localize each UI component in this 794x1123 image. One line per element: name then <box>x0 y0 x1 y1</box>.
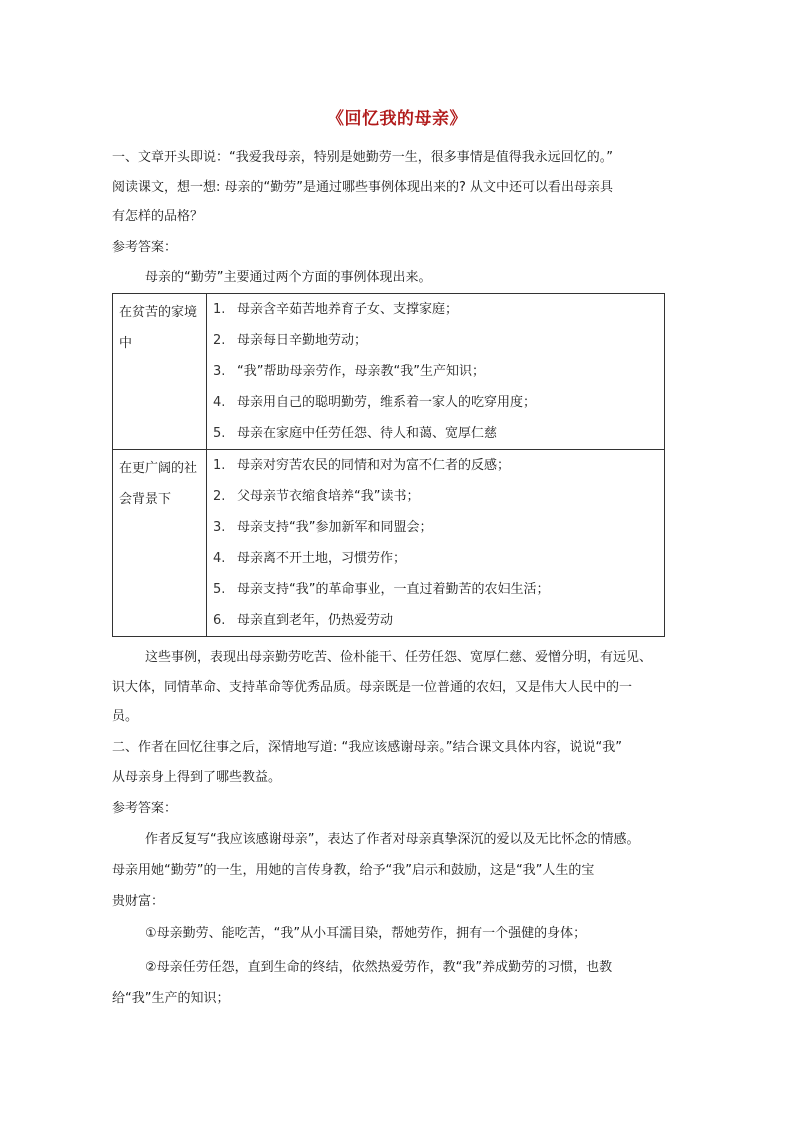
answer-label-1: 参考答案： <box>112 240 178 255</box>
question-2-line-2: 从母亲身上得到了哪些教益。 <box>112 770 282 785</box>
item-number: 4. <box>213 395 226 410</box>
item-number: 1. <box>213 302 226 317</box>
item-number: 4. <box>213 551 226 566</box>
question-1-line-1: 一、文章开头即说：“我爱我母亲，特别是她勤劳一生，很多事情是值得我永远回忆的。” <box>112 150 613 165</box>
item-text: 母亲离不开土地，习惯劳作； <box>237 551 407 566</box>
answer-2-line-1: 作者反复写“我应该感谢母亲”，表达了作者对母亲真挚深沉的爱以及无比怀念的情感。 <box>145 832 640 847</box>
item-text: 父母亲节衣缩食培养“我”读书； <box>237 489 420 504</box>
answer-2-line-3: 贵财富： <box>112 894 165 909</box>
list-item <box>207 418 664 449</box>
point-2-line-2: 给“我”生产的知识； <box>112 991 230 1006</box>
item-number: 5. <box>213 582 226 597</box>
answer-2-line-2: 母亲用她“勤劳”的一生，用她的言传身教，给予“我”启示和鼓励，这是“我”人生的宝 <box>112 863 595 878</box>
answer-label-2: 参考答案： <box>112 801 178 816</box>
item-number: 2. <box>213 489 226 504</box>
item-number: 3. <box>213 364 226 379</box>
row-category: 在更广阔的社会背景下 <box>113 450 207 637</box>
item-text: 母亲每日辛勤地劳动； <box>237 333 368 348</box>
diligence-examples-table <box>112 293 665 637</box>
item-number: 3. <box>213 520 226 535</box>
list-item <box>207 356 664 387</box>
item-text: 母亲直到老年，仍热爱劳动 <box>237 613 394 628</box>
item-number: 5. <box>213 426 226 441</box>
list-item <box>207 325 664 356</box>
question-1-line-3: 有怎样的品格？ <box>112 209 204 224</box>
question-1-line-2: 阅读课文，想一想: 母亲的“勤劳”是通过哪些事例体现出来的? 从文中还可以看出母亲具 <box>112 180 614 195</box>
list-item <box>207 387 664 418</box>
item-text: “我”帮助母亲劳作，母亲教“我”生产知识； <box>237 364 485 379</box>
item-text: 母亲含辛茹苦地养育子女、支撑家庭； <box>237 302 459 317</box>
table-row <box>113 294 665 450</box>
item-number: 2. <box>213 333 226 348</box>
list-item <box>207 605 664 636</box>
point-1: ①母亲勤劳、能吃苦，“我”从小耳濡目染，帮她劳作，拥有一个强健的身体； <box>145 926 587 941</box>
answer-intro: 母亲的“勤劳”主要通过两个方面的事例体现出来。 <box>145 270 432 285</box>
list-item <box>207 450 664 481</box>
item-text: 母亲支持“我”参加新军和同盟会； <box>237 520 433 535</box>
summary-line-3: 员。 <box>112 709 139 724</box>
document-title: 《回忆我的母亲》 <box>327 109 467 129</box>
point-2-line-1: ②母亲任劳任怨，直到生命的终结，依然热爱劳作，教“我”养成勤劳的习惯，也教 <box>145 960 613 975</box>
list-item <box>207 543 664 574</box>
row-category: 在贫苦的家境中 <box>113 294 207 450</box>
row-items <box>207 450 665 637</box>
item-text: 母亲支持“我”的革命事业，一直过着勤苦的农妇生活； <box>237 582 550 597</box>
list-item <box>207 294 664 325</box>
summary-line-2: 识大体，同情革命、支持革命等优秀品质。母亲既是一位普通的农妇，又是伟大人民中的一 <box>112 680 633 695</box>
item-text: 母亲用自己的聪明勤劳，维系着一家人的吃穿用度； <box>237 395 537 410</box>
summary-line-1: 这些事例，表现出母亲勤劳吃苦、俭朴能干、任劳任怨、宽厚仁慈、爱憎分明，有远见、 <box>145 650 653 665</box>
item-text: 母亲在家庭中任劳任怨、待人和蔼、宽厚仁慈 <box>237 426 498 441</box>
item-text: 母亲对穷苦农民的同情和对为富不仁者的反感； <box>237 458 511 473</box>
table-row <box>113 450 665 637</box>
item-number: 6. <box>213 613 226 628</box>
list-item <box>207 512 664 543</box>
list-item <box>207 481 664 512</box>
list-item <box>207 574 664 605</box>
question-2-line-1: 二、作者在回忆往事之后，深情地写道: “我应该感谢母亲。”结合课文具体内容，说说“我” <box>112 740 622 755</box>
item-number: 1. <box>213 458 226 473</box>
row-items <box>207 294 665 450</box>
